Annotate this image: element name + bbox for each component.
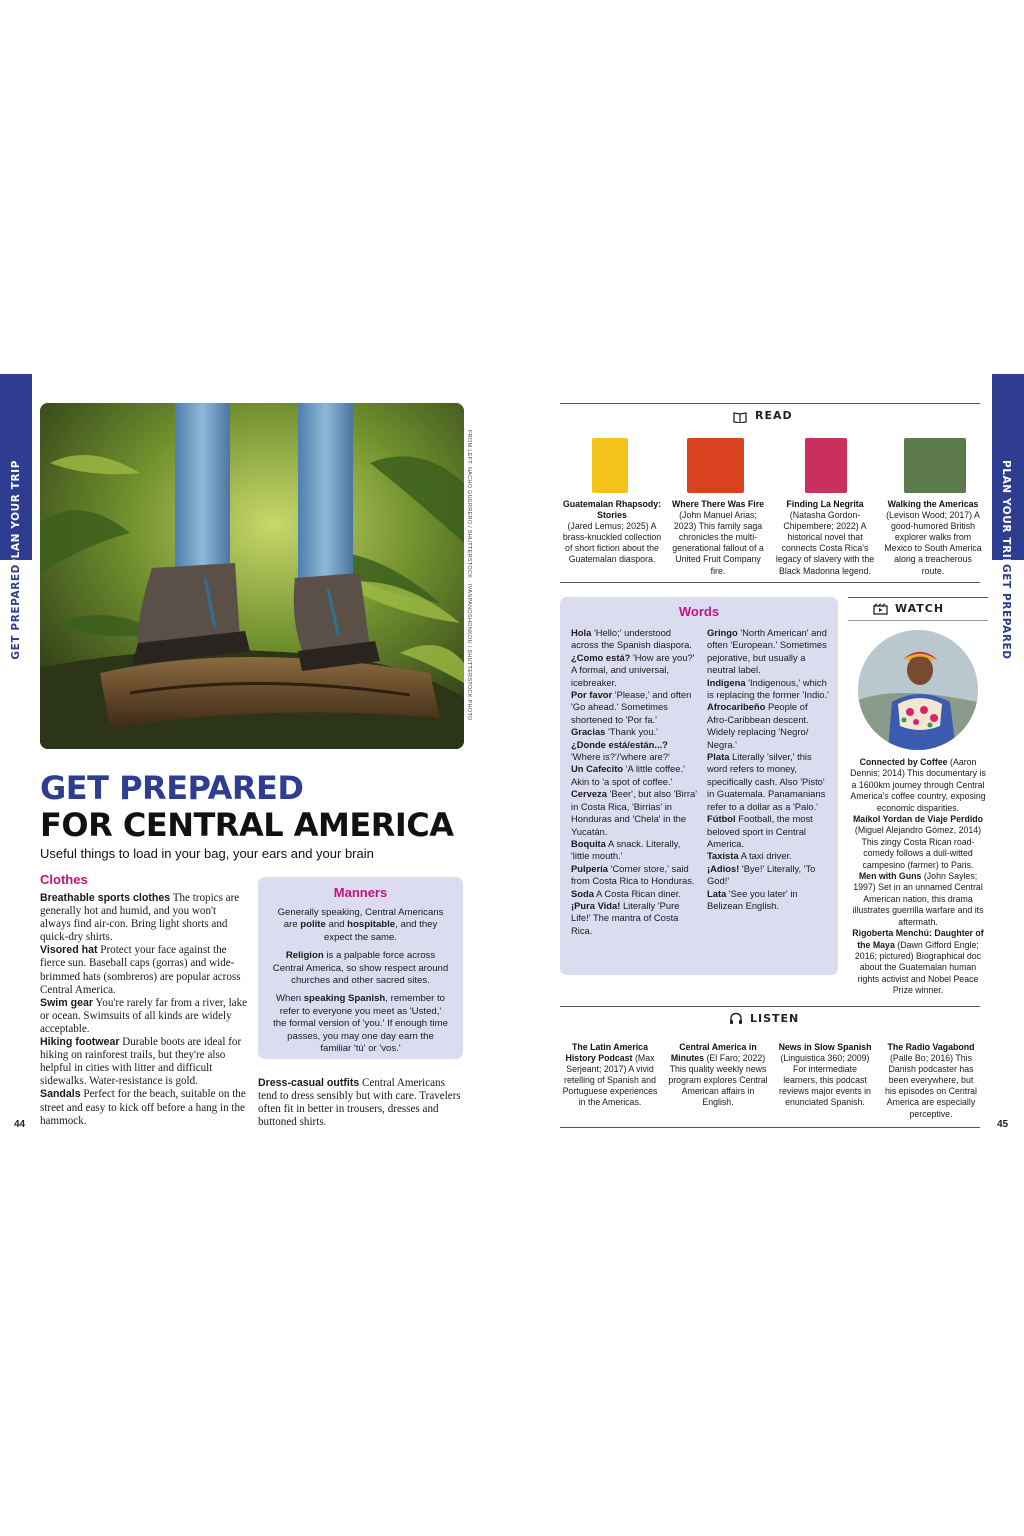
standfirst: Useful things to load in your bag, your ears and your brain: [40, 846, 374, 861]
book-entry: Finding La Negrita (Natasha Gordon-Chipembere; 2022) A historical novel that connects Costa Rica's legacy of slavery with the Black Madonna legend.: [775, 499, 875, 576]
listen-top-rule: [560, 1006, 980, 1007]
word-entry: Boquita A snack. Literally, 'little mouth.': [571, 837, 681, 862]
word-entry: Gracias 'Thank you.': [571, 726, 658, 738]
book-entry: Walking the Americas (Levison Wood; 2017) A good-humored British explorer walks from Mexico to South America along a treacherous route.: [884, 499, 982, 576]
film-entry: Connected by Coffee (Aaron Dennis; 2014) This documentary is a 1600km journey through Central America's coffee country, exposing economic disparities.: [850, 757, 986, 813]
word-entry: ¿Como está? 'How are you?' A formal, and universal, icebreaker.: [571, 651, 695, 688]
film-entry: Men with Guns (John Sayles; 1997) Set in an unnamed Central American nation, this drama illustrates guerrilla warfare and its aftermath.: [852, 871, 984, 927]
book-cover: [805, 438, 847, 493]
words-column-2: [707, 627, 829, 912]
left-section-tab-label: PLAN YOUR TRIP: [10, 460, 22, 567]
hiking-boots-illustration: [40, 403, 464, 749]
word-entry: ¡Adios! 'Bye!' Literally, 'To God!': [707, 862, 816, 887]
word-entry: ¿Donde está/están...? 'Where is?'/'where are?': [571, 738, 670, 763]
page-number-left: 44: [14, 1119, 26, 1130]
clothes-item: Hiking footwear Durable boots are ideal for hiking on rainforest trails, but they're also helpful in cities with litter and difficult sidewalks. Water-resistance is gold.: [40, 1036, 242, 1088]
podcast-entry: News in Slow Spanish (Linguistica 360; 2009) For intermediate learners, this podcast reviews major events in enunciated Spanish.: [778, 1042, 872, 1108]
words-heading: Words: [678, 604, 720, 619]
clothes-item: Breathable sports clothes The tropics are generally hot and humid, and you won't always find air-con. Bring light shorts and quick-dry shirts.: [40, 892, 240, 944]
word-entry: Por favor 'Please,' and often 'Go ahead.' Sometimes shortened to 'Por fa.': [571, 689, 692, 725]
clothes-list: [40, 892, 248, 1128]
word-entry: Gringo 'North American' and often 'European.' Sometimes pejorative, but usually a neutral label.: [707, 627, 827, 676]
book-cover: [592, 438, 628, 493]
page-title-line1: GET PREPARED: [40, 769, 304, 807]
word-entry: Fútbol Football, the most beloved sport in Central America.: [707, 813, 813, 849]
clothes-heading: Clothes: [40, 872, 88, 887]
word-entry: Hola 'Hello;' understood across the Spanish diaspora.: [571, 627, 692, 651]
book-entry: Where There Was Fire (John Manuel Arias; 2023) This family saga chronicles the multi-generational fallout of a United Fruit Company fire.: [671, 499, 765, 576]
watch-heading: WATCH: [895, 602, 945, 615]
photo-credit: FROM LEFT: NACHO GUERRERO / SHUTTERSTOCK · IVANPANOSHONKOU / SHUTTERSTOCK PHOTO: [466, 430, 472, 721]
book-cover: [904, 438, 966, 493]
words-column-1: [571, 627, 697, 937]
film-entry: Maikol Yordan de Viaje Perdido (Miguel Alejandro Gómez, 2014) This zingy Costa Rican road-comedy follows a dull-witted campesino (farmer) to Paris.: [852, 814, 984, 870]
watch-list: [848, 757, 988, 997]
film-entry: Rigoberta Menchú: Daughter of the Maya (Dawn Gifford Engle; 2016; pictured) Biographical doc about the Guatemalan human rights activist and Nobel Peace Prize winner.: [852, 928, 984, 996]
watch-top-rule: [848, 597, 988, 598]
manners-heading: Manners: [333, 885, 388, 900]
book-entry: Guatemalan Rhapsody: Stories (Jared Lemus; 2025) A brass-knuckled collection of short fiction about the Guatemalan diaspora.: [562, 499, 662, 565]
right-chapter-label: GET PREPARED: [1000, 564, 1012, 660]
podcast-entry: The Radio Vagabond (Palle Bo; 2016) This Danish podcaster has been everywhere, but his episodes on Central America are especially perceptive.: [885, 1042, 977, 1119]
word-entry: Afrocaribeño People of Afro-Caribbean descent. Widely replacing 'Negro/ Negra.': [707, 701, 809, 750]
word-entry: Soda A Costa Rican diner.: [571, 887, 681, 899]
word-entry: Indígena 'Indigenous,' which is replacing the former 'Indio.': [707, 676, 829, 701]
listen-bottom-rule: [560, 1127, 980, 1128]
podcast-entry: The Latin America History Podcast (Max Serjeant; 2017) A vivid retelling of Spanish and Portuguese experiences in the Americas.: [562, 1042, 658, 1108]
word-entry: Lata 'See you later' in Belizean English.: [707, 887, 798, 911]
clothes-item: Visored hat Protect your face against the fierce sun. Baseball caps (gorras) and wide-brimmed hats (sombreros) are popular across Central America.: [40, 944, 241, 996]
read-heading: READ: [755, 409, 793, 422]
clothes-item: Sandals Perfect for the beach, suitable on the street and easy to kick off before a hang in the hammock.: [40, 1088, 246, 1127]
film-icon: [873, 602, 888, 620]
dress-casual-paragraph: Dress-casual outfits Central Americans tend to dress sensibly but with care. Travelers often fit in better in trousers, dresses and buttoned shirts.: [258, 1077, 461, 1129]
headphones-icon: [729, 1012, 743, 1030]
book-cover: [687, 438, 744, 493]
listen-heading: LISTEN: [750, 1012, 800, 1025]
right-section-tab-label: PLAN YOUR TRIP: [1000, 460, 1012, 567]
page-title-line2: FOR CENTRAL AMERICA: [40, 806, 454, 844]
left-chapter-label: GET PREPARED: [10, 564, 22, 660]
podcast-entry: Central America in Minutes (El Faro; 2022) This quality weekly news program explores Central American affairs in English.: [668, 1042, 768, 1108]
manners-box: [258, 877, 463, 1059]
read-bottom-rule: [560, 582, 980, 583]
word-entry: Pulpería 'Corner store,' said from Costa Rica to Honduras.: [571, 862, 695, 887]
book-icon: [733, 410, 747, 428]
word-entry: Taxista A taxi driver.: [707, 850, 792, 862]
word-entry: Un Cafecito 'A little coffee.' Akin to 'a spot of coffee.': [571, 763, 685, 787]
word-entry: Plata Literally 'silver,' this word refers to money, specifically cash. Also 'Pisto' in Guatemala. Panamanians refer to a dollar as a 'Palo.': [707, 751, 826, 812]
word-entry: Cerveza 'Beer', but also 'Birra' in Costa Rica, 'Birrias' in Honduras and 'Chela' in the Yucatán.: [571, 788, 697, 837]
watch-head-rule: [848, 620, 988, 621]
rigoberta-photo: [858, 630, 978, 750]
word-entry: ¡Pura Vida! Literally 'Pure Life!' The mantra of Costa Rica.: [571, 899, 680, 936]
clothes-item: Swim gear You're rarely far from a river, lake or ocean. Swimsuits of all kinds are widely acceptable.: [40, 996, 248, 1035]
manners-text: Generally speaking, Central Americans are polite and hospitable, and they expect the same. Religion is a palpable force across Central America, so show respect around churches and other sacred sites. When speaking Spanish, remember to refer to everyone you meet as 'Usted,' the formal version of 'you.' If enough time passes, you may one day earn the familiar 'tú' or 'vos.': [272, 907, 449, 1055]
read-top-rule: [560, 403, 980, 404]
page-number-right: 45: [997, 1119, 1009, 1130]
hiking-boots-photo: [40, 403, 464, 749]
